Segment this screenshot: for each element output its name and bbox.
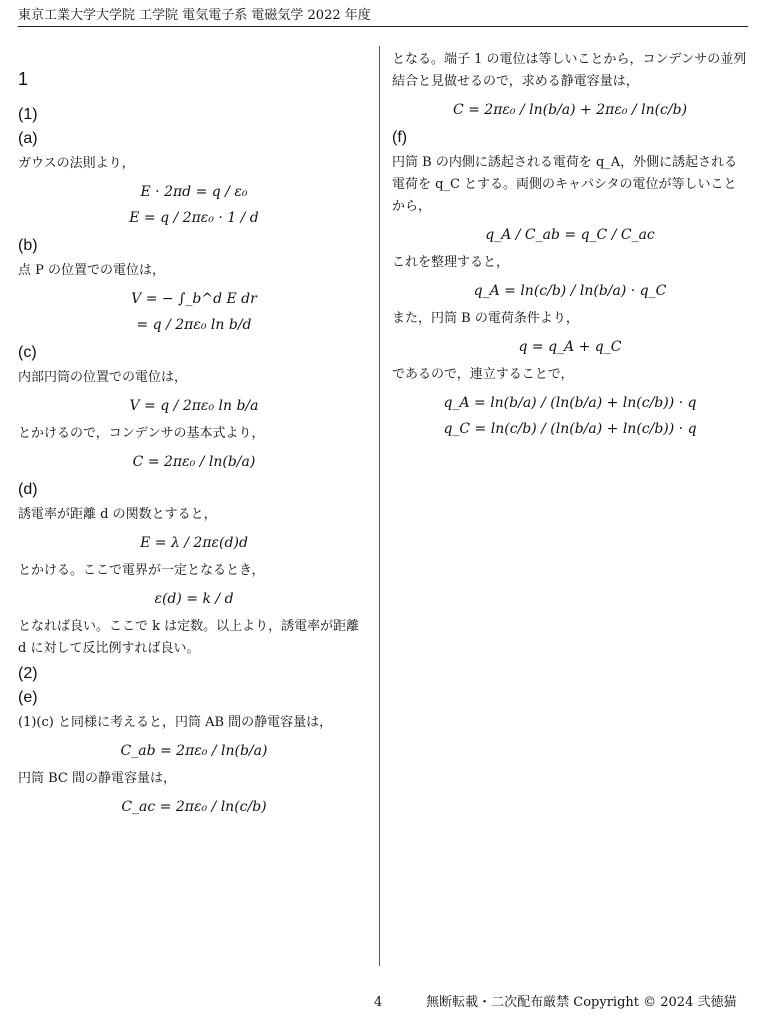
section-label: (c)	[18, 344, 37, 361]
equation-text: C_ab = 2πε₀ / ln(b/a)	[120, 743, 268, 759]
equation-text: C = 2πε₀ / ln(b/a)	[132, 454, 256, 470]
equation-text: C = 2πε₀ / ln(b/a) + 2πε₀ / ln(c/b)	[452, 102, 688, 118]
equation	[18, 209, 370, 227]
paragraph: (1)(c) と同様に考えると，円筒 AB 間の静電容量は，	[18, 715, 333, 730]
page-header: 東京工業大学大学院 工学院 電気電子系 電磁気学 2022 年度	[18, 8, 371, 23]
equation-text: V = − ∫_b^d E dr	[131, 291, 257, 307]
paragraph: これを整理すると，	[392, 255, 510, 270]
equation-text: q = q_A + q_C	[518, 339, 622, 355]
equation	[18, 290, 370, 308]
equation	[18, 316, 370, 334]
paragraph: 内部円筒の位置での電位は，	[18, 370, 188, 385]
paragraph: とかけるので，コンデンサの基本式より，	[18, 426, 265, 441]
paragraph: 円筒 B の内側に誘起される電荷を q_A，外側に誘起される電荷を q_C とする。両側のキャパシタの電位が等しいことから，	[392, 155, 738, 214]
equation	[18, 742, 370, 760]
copyright-notice: 無断転載・二次配布厳禁 Copyright © 2024 弐徳猫	[426, 995, 737, 1010]
page-number: 4	[374, 995, 383, 1010]
problem-number: 1	[18, 69, 29, 89]
page-footer	[374, 991, 754, 1010]
left-column	[18, 62, 370, 824]
paragraph: であるので，連立することで，	[392, 367, 574, 382]
equation	[18, 453, 370, 471]
paragraph: 円筒 BC 間の静電容量は，	[18, 771, 177, 786]
equation	[18, 590, 370, 608]
equation-text: E = q / 2πε₀ · 1 / d	[129, 210, 259, 226]
equation-text: q_A = ln(b/a) / (ln(b/a) + ln(c/b)) · q	[443, 395, 697, 411]
equation-text: = q / 2πε₀ ln b/d	[136, 317, 252, 333]
right-column	[392, 46, 748, 446]
paragraph: とかける。ここで電界が一定となるとき，	[18, 563, 265, 578]
section-label: (e)	[18, 689, 38, 706]
paragraph: 誘電率が距離 d の関数とすると，	[18, 507, 217, 522]
equation	[392, 394, 748, 412]
equation	[392, 420, 748, 438]
section-label: (1)	[18, 106, 38, 123]
paragraph: 点 P の位置での電位は，	[18, 263, 166, 278]
equation	[18, 534, 370, 552]
column-divider	[379, 46, 380, 966]
equation-text: E · 2πd = q / ε₀	[140, 184, 248, 200]
equation-text: q_A / C_ab = q_C / C_ac	[485, 227, 655, 243]
paragraph: となる。端子 1 の電位は等しいことから，コンデンサの並列結合と見做せるので，求める静電容量は，	[392, 52, 747, 89]
equation-text: E = λ / 2πε(d)d	[140, 535, 248, 551]
equation	[392, 338, 748, 356]
header-divider	[18, 26, 748, 27]
section-label: (2)	[18, 665, 38, 682]
paragraph: ガウスの法則より，	[18, 156, 135, 171]
paragraph: となれば良い。ここで k は定数。以上より，誘電率が距離 d に対して反比例すれば良い。	[18, 619, 360, 656]
equation-text: q_C = ln(c/b) / (ln(b/a) + ln(c/b)) · q	[443, 421, 697, 437]
equation	[18, 183, 370, 201]
section-label: (d)	[18, 481, 38, 498]
paragraph: また，円筒 B の電荷条件より，	[392, 311, 579, 326]
equation	[18, 798, 370, 816]
section-label: (f)	[392, 129, 408, 146]
equation	[392, 282, 748, 300]
equation-text: V = q / 2πε₀ ln b/a	[129, 398, 259, 414]
section-label: (b)	[18, 237, 38, 254]
equation-text: C_ac = 2πε₀ / ln(c/b)	[121, 799, 267, 815]
equation	[18, 397, 370, 415]
equation	[392, 226, 748, 244]
equation	[392, 101, 748, 119]
section-label: (a)	[18, 130, 38, 147]
equation-text: ε(d) = k / d	[154, 591, 234, 607]
equation-text: q_A = ln(c/b) / ln(b/a) · q_C	[473, 283, 667, 299]
